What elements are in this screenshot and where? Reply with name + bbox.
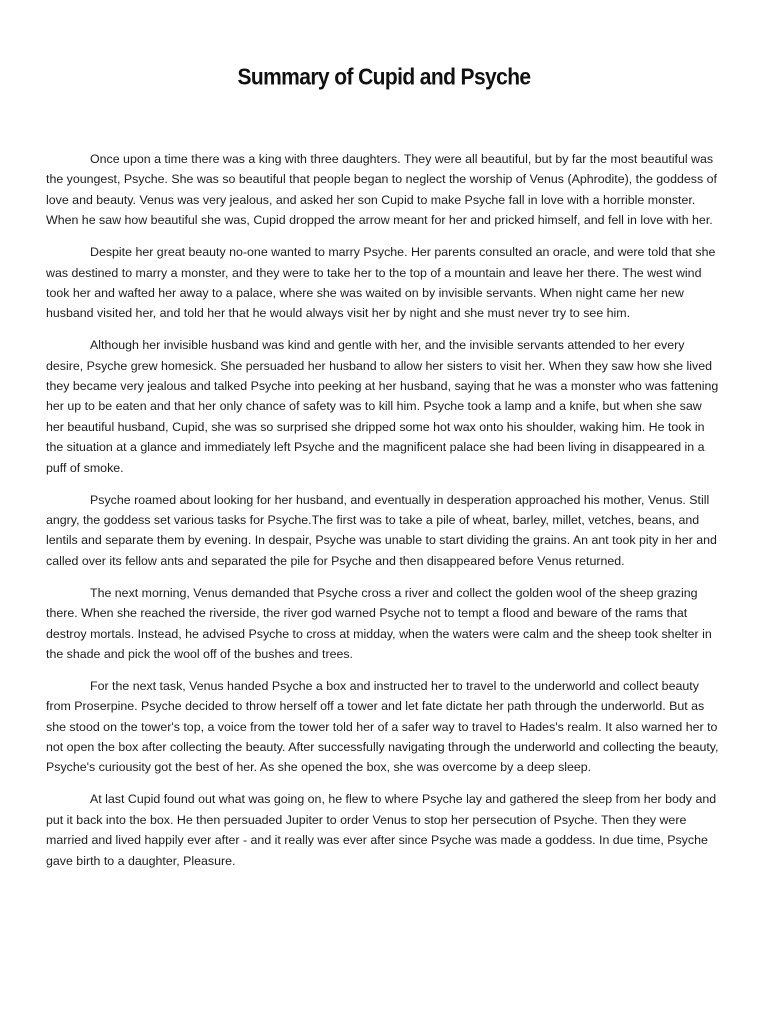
page-title: Summary of Cupid and Psyche (237, 65, 531, 90)
paragraph-4: Psyche roamed about looking for her husband, and eventually in desperation approached his mother, Venus. Still angry, the goddess set various tasks for Psyche.The first was to take a pile of wheat, barley, millet, vetches, beans, and lentils and separate them by evening. In despair, Psyche was unable to start dividing the grains. An ant took pity in her and called over its fellow ants and separated the pile for Psyche and then disappeared before Venus returned. (46, 492, 717, 568)
document-body (46, 149, 722, 883)
paragraph-6: For the next task, Venus handed Psyche a box and instructed her to travel to the underworld and collect beauty from Proserpine. Psyche decided to throw herself off a tower and let fate dictate her path through the underworld. But as she stood on the tower's top, a voice from the tower told her of a safer way to travel to Hades's realm. It also warned her to not open the box after collecting the beauty. After successfully navigating through the underworld and collecting the beauty, Psyche's curiousity got the best of her. As she opened the box, she was overcome by a deep sleep. (46, 678, 719, 775)
paragraph-5: The next morning, Venus demanded that Psyche cross a river and collect the golden wool of the sheep grazing there. When she reached the riverside, the river god warned Psyche not to tempt a flood and beware of the rams that destroy mortals. Instead, he advised Psyche to cross at midday, when the waters were calm and the sheep took shelter in the shade and pick the wool off of the bushes and trees. (46, 585, 712, 661)
paragraph-3: Although her invisible husband was kind and gentle with her, and the invisible servants attended to her every desire, Psyche grew homesick. She persuaded her husband to allow her sisters to visit her. When they saw how she lived they became very jealous and talked Psyche into peeking at her husband, saying that he was a monster who was fattening her up to be eaten and that her only chance of safety was to kill him. Psyche took a lamp and a knife, but when she saw her beautiful husband, Cupid, she was so surprised she dripped some hot wax onto his shoulder, waking him. He took in the situation at a glance and immediately left Psyche and the magnificent palace she had been living in disappeared in a puff of smoke. (46, 338, 719, 475)
paragraph-2: Despite her great beauty no-one wanted to marry Psyche. Her parents consulted an oracle, and were told that she was destined to marry a monster, and they were to take her to the top of a mountain and leave her there. The west wind took her and wafted her away to a palace, where she was waited on by invisible servants. When night came her new husband visited her, and told her that he would always visit her by night and she must never try to see him. (46, 245, 716, 321)
paragraph-7: At last Cupid found out what was going on, he flew to where Psyche lay and gathered the sleep from her body and put it back into the box. He then persuaded Jupiter to order Venus to stop her persecution of Psyche. Then they were married and lived happily ever after - and it really was ever after since Psyche was made a goddess. In due time, Psyche gave birth to a daughter, Pleasure. (46, 792, 717, 868)
paragraph-1: Once upon a time there was a king with three daughters. They were all beautiful, but by far the most beautiful was the youngest, Psyche. She was so beautiful that people began to neglect the worship of Venus (Aphrodite), the goddess of love and beauty. Venus was very jealous, and asked her son Cupid to make Psyche fall in love with a horrible monster. When he saw how beautiful she was, Cupid dropped the arrow meant for her and pricked himself, and fell in love with her. (46, 152, 717, 228)
